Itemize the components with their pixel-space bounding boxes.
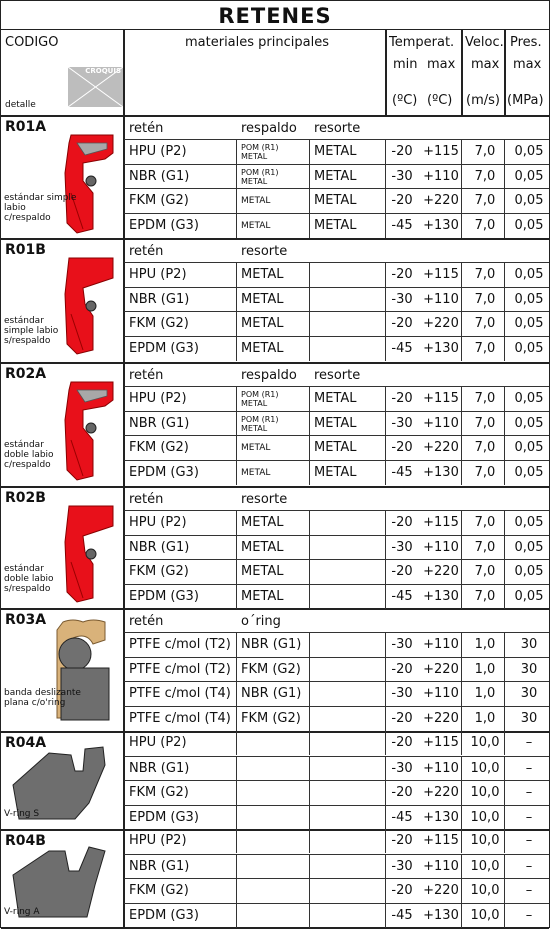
- column-subheader: resorte: [314, 121, 361, 136]
- temp-min-cell: -45: [391, 340, 413, 356]
- temp-max-cell: +115: [423, 144, 459, 159]
- seal-code: R04A: [5, 735, 47, 751]
- secondary-material-cell: METAL: [241, 267, 284, 282]
- seal-block-r01b: [1, 238, 549, 364]
- secondary-material-cell: FKM (G2): [241, 661, 301, 677]
- temp-max-cell: +130: [423, 809, 459, 825]
- velocity-cell: 7,0: [474, 340, 496, 356]
- velocity-cell: 1,0: [474, 710, 496, 726]
- spring-cell: METAL: [314, 440, 357, 455]
- temp-max-cell: +220: [423, 710, 459, 726]
- header-pres: Pres.: [510, 35, 542, 50]
- velocity-cell: 7,0: [474, 267, 496, 282]
- material-cell: HPU (P2): [129, 267, 187, 282]
- temp-max-cell: +115: [423, 833, 459, 848]
- velocity-cell: 10,0: [470, 907, 500, 923]
- secondary-material-cell: METAL: [241, 316, 284, 331]
- table-row: [124, 756, 549, 781]
- temp-min-cell: -30: [391, 539, 413, 555]
- material-cell: PTFE c/mol (T2): [129, 637, 231, 652]
- material-cell: FKM (G2): [129, 564, 189, 579]
- seal-description: [4, 316, 58, 346]
- velocity-cell: 1,0: [474, 686, 496, 701]
- pressure-cell: 0,05: [514, 391, 544, 406]
- material-cell: PTFE c/mol (T4): [129, 710, 231, 726]
- material-cell: NBR (G1): [129, 760, 190, 776]
- header-max: max: [427, 57, 456, 72]
- secondary-material-cell: NBR (G1): [241, 637, 302, 652]
- column-subheader: respaldo: [241, 121, 297, 136]
- pressure-cell: –: [525, 907, 533, 923]
- header-min-unit: (ºC): [392, 93, 418, 108]
- temp-min-cell: -20: [391, 785, 413, 800]
- seal-block-r02a: [1, 362, 549, 488]
- velocity-cell: 10,0: [470, 809, 500, 825]
- pressure-cell: 0,05: [514, 267, 544, 282]
- temp-min-cell: -20: [391, 735, 413, 750]
- seal-description-line: simple labio: [4, 326, 59, 336]
- spring-cell: METAL: [314, 193, 357, 208]
- temp-min-cell: -20: [391, 144, 413, 159]
- temp-max-cell: +220: [423, 883, 459, 898]
- material-cell: EPDM (G3): [129, 217, 199, 233]
- table-row: [124, 780, 549, 805]
- pressure-cell: 0,05: [514, 415, 544, 431]
- material-cell: EPDM (G3): [129, 340, 199, 356]
- secondary-material-cell: METAL: [241, 539, 284, 555]
- seal-description-line: c/respaldo: [4, 460, 51, 470]
- seal-description-line: s/respaldo: [4, 584, 51, 594]
- velocity-cell: 1,0: [474, 661, 496, 677]
- pressure-cell: –: [525, 833, 533, 848]
- temp-min-cell: -30: [391, 637, 413, 652]
- table-row: [124, 657, 549, 682]
- header-veloc-unit: (m/s): [466, 93, 500, 108]
- material-cell: EPDM (G3): [129, 464, 199, 480]
- secondary-material-cell: METAL: [241, 467, 271, 478]
- table-row: [124, 878, 549, 903]
- seal-description-line: plana c/o'ring: [4, 698, 66, 708]
- temp-max-cell: +110: [423, 760, 459, 776]
- material-cell: FKM (G2): [129, 193, 189, 208]
- column-subheader: retén: [129, 244, 164, 259]
- table-row: [124, 731, 549, 755]
- temp-min-cell: -30: [391, 415, 413, 431]
- temp-max-cell: +110: [423, 637, 459, 652]
- seal-profile-drawing: [63, 133, 119, 241]
- header-materiales: materiales principales: [185, 35, 329, 50]
- table-row: [124, 386, 549, 411]
- table-row: [124, 805, 549, 830]
- pressure-cell: 0,05: [514, 168, 544, 184]
- material-cell: HPU (P2): [129, 391, 187, 406]
- seal-profile-drawing: [53, 618, 119, 726]
- header-veloc: Veloc.: [465, 35, 504, 50]
- material-cell: EPDM (G3): [129, 907, 199, 923]
- table-row: [124, 559, 549, 584]
- secondary-material-cell: METAL: [241, 291, 284, 307]
- velocity-cell: 7,0: [474, 588, 496, 604]
- pressure-cell: 0,05: [514, 440, 544, 455]
- velocity-cell: 7,0: [474, 415, 496, 431]
- secondary-material-cell: METAL: [241, 340, 284, 356]
- seal-code: R03A: [5, 612, 47, 628]
- spring-cell: METAL: [314, 168, 357, 184]
- column-subheader: retén: [129, 368, 164, 383]
- secondary-material-cell: METAL: [241, 588, 284, 604]
- spring-cell: METAL: [314, 415, 357, 431]
- header-detalle: detalle: [5, 100, 36, 110]
- temp-min-cell: -20: [391, 316, 413, 331]
- temp-max-cell: +115: [423, 515, 459, 530]
- pressure-cell: –: [525, 760, 533, 776]
- pressure-cell: 30: [520, 661, 538, 677]
- temp-max-cell: +220: [423, 564, 459, 579]
- temp-min-cell: -20: [391, 267, 413, 282]
- material-cell: FKM (G2): [129, 316, 189, 331]
- column-subheader: resorte: [241, 244, 288, 259]
- temp-min-cell: -20: [391, 515, 413, 530]
- temp-min-cell: -20: [391, 564, 413, 579]
- velocity-cell: 7,0: [474, 316, 496, 331]
- velocity-cell: 10,0: [470, 883, 500, 898]
- pressure-cell: 0,05: [514, 144, 544, 159]
- velocity-cell: 7,0: [474, 515, 496, 530]
- pressure-cell: –: [525, 858, 533, 874]
- table-row: [124, 336, 549, 361]
- secondary-material-cell: METAL: [241, 564, 284, 579]
- table-row: [124, 164, 549, 189]
- temp-min-cell: -45: [391, 217, 413, 233]
- table-row: [124, 854, 549, 879]
- table-row: [124, 188, 549, 213]
- temp-min-cell: -20: [391, 440, 413, 455]
- seal-code: R02B: [5, 490, 46, 506]
- material-cell: NBR (G1): [129, 858, 190, 874]
- table-row: [124, 213, 549, 238]
- seal-description-line: banda deslizante: [4, 688, 81, 698]
- material-cell: NBR (G1): [129, 291, 190, 307]
- header-min: min: [393, 57, 418, 72]
- pressure-cell: 0,05: [514, 515, 544, 530]
- material-cell: NBR (G1): [129, 168, 190, 184]
- temp-max-cell: +110: [423, 415, 459, 431]
- column-subheader: retén: [129, 614, 164, 629]
- pressure-cell: 0,05: [514, 464, 544, 480]
- temp-max-cell: +115: [423, 735, 459, 750]
- material-cell: PTFE c/mol (T4): [129, 686, 231, 701]
- velocity-cell: 7,0: [474, 193, 496, 208]
- temp-max-cell: +110: [423, 539, 459, 555]
- seal-description: [4, 193, 76, 223]
- pressure-cell: –: [525, 735, 533, 750]
- table-row: [124, 262, 549, 287]
- temp-min-cell: -20: [391, 710, 413, 726]
- material-cell: HPU (P2): [129, 515, 187, 530]
- table-header: [1, 29, 549, 117]
- material-cell: NBR (G1): [129, 539, 190, 555]
- velocity-cell: 7,0: [474, 440, 496, 455]
- velocity-cell: 7,0: [474, 539, 496, 555]
- material-cell: FKM (G2): [129, 883, 189, 898]
- secondary-material-cell: METAL: [241, 515, 284, 530]
- temp-min-cell: -45: [391, 907, 413, 923]
- material-cell: HPU (P2): [129, 833, 187, 848]
- temp-min-cell: -20: [391, 883, 413, 898]
- temp-max-cell: +220: [423, 193, 459, 208]
- table-row: [124, 681, 549, 706]
- pressure-cell: 0,05: [514, 340, 544, 356]
- temp-min-cell: -20: [391, 661, 413, 677]
- column-subheader: resorte: [241, 492, 288, 507]
- seal-code: R02A: [5, 366, 47, 382]
- pressure-cell: 0,05: [514, 588, 544, 604]
- temp-max-cell: +220: [423, 785, 459, 800]
- seal-description: [4, 809, 39, 819]
- seal-description: [4, 440, 54, 470]
- temp-min-cell: -30: [391, 686, 413, 701]
- seal-block-r03a: [1, 608, 549, 733]
- secondary-material-cell: POM (R1) METAL: [241, 167, 279, 186]
- seal-block-r04a: [1, 731, 549, 831]
- header-veloc-max: max: [471, 57, 500, 72]
- seal-code: R01B: [5, 242, 46, 258]
- secondary-material-cell: POM (R1) METAL: [241, 414, 279, 433]
- seal-block-r02b: [1, 486, 549, 610]
- table-row: [124, 510, 549, 535]
- pressure-cell: 30: [520, 686, 538, 701]
- pressure-cell: 0,05: [514, 291, 544, 307]
- table-row: [124, 411, 549, 436]
- velocity-cell: 7,0: [474, 391, 496, 406]
- temp-max-cell: +220: [423, 316, 459, 331]
- seal-block-r04b: [1, 829, 549, 929]
- table-row: [124, 139, 549, 164]
- temp-max-cell: +110: [423, 858, 459, 874]
- column-subheader: retén: [129, 492, 164, 507]
- pressure-cell: 0,05: [514, 316, 544, 331]
- seal-description-line: labio: [4, 203, 26, 213]
- temp-max-cell: +130: [423, 588, 459, 604]
- temp-max-cell: +115: [423, 391, 459, 406]
- velocity-cell: 10,0: [470, 760, 500, 776]
- material-cell: FKM (G2): [129, 785, 189, 800]
- table-row: [124, 435, 549, 460]
- table-row: [124, 535, 549, 560]
- temp-min-cell: -45: [391, 464, 413, 480]
- secondary-material-cell: METAL: [241, 220, 271, 231]
- secondary-material-cell: POM (R1) METAL: [241, 390, 279, 408]
- velocity-cell: 7,0: [474, 144, 496, 159]
- temp-min-cell: -45: [391, 809, 413, 825]
- temp-min-cell: -20: [391, 193, 413, 208]
- temp-min-cell: -20: [391, 391, 413, 406]
- secondary-material-cell: FKM (G2): [241, 710, 301, 726]
- temp-max-cell: +130: [423, 217, 459, 233]
- pressure-cell: –: [525, 809, 533, 825]
- velocity-cell: 7,0: [474, 464, 496, 480]
- velocity-cell: 7,0: [474, 291, 496, 307]
- seal-code: R01A: [5, 119, 47, 135]
- seal-profile-drawing: [63, 502, 119, 610]
- pressure-cell: 0,05: [514, 539, 544, 555]
- pressure-cell: 30: [520, 710, 538, 726]
- seal-block-r01a: [1, 115, 549, 240]
- velocity-cell: 7,0: [474, 564, 496, 579]
- seal-description-line: c/respaldo: [4, 213, 51, 223]
- column-subheader: retén: [129, 121, 164, 136]
- croquis-placeholder: [68, 67, 123, 107]
- column-subheader: resorte: [314, 368, 361, 383]
- seal-description-line: doble labio: [4, 574, 54, 584]
- header-pres-unit: (MPa): [507, 93, 544, 108]
- secondary-material-cell: POM (R1) METAL: [241, 143, 279, 161]
- page-title: RETENES: [1, 1, 549, 30]
- temp-min-cell: -30: [391, 168, 413, 184]
- seal-description-line: doble labio: [4, 450, 54, 460]
- spring-cell: METAL: [314, 144, 357, 159]
- material-cell: HPU (P2): [129, 144, 187, 159]
- temp-max-cell: +130: [423, 907, 459, 923]
- velocity-cell: 1,0: [474, 637, 496, 652]
- secondary-material-cell: NBR (G1): [241, 686, 302, 701]
- velocity-cell: 10,0: [470, 833, 500, 848]
- velocity-cell: 7,0: [474, 168, 496, 184]
- secondary-material-cell: METAL: [241, 196, 271, 206]
- temp-max-cell: +220: [423, 661, 459, 677]
- seal-profile-drawing: [63, 380, 119, 488]
- table-row: [124, 460, 549, 485]
- table-row: [124, 632, 549, 657]
- seal-code: R04B: [5, 833, 46, 849]
- table-row: [124, 311, 549, 336]
- material-cell: PTFE c/mol (T2): [129, 661, 231, 677]
- secondary-material-cell: METAL: [241, 443, 271, 453]
- seal-description-line: estándar simple: [4, 193, 77, 203]
- temp-max-cell: +110: [423, 168, 459, 184]
- seal-description-line: s/respaldo: [4, 336, 51, 346]
- spring-cell: METAL: [314, 217, 357, 233]
- temp-max-cell: +110: [423, 686, 459, 701]
- temp-max-cell: +110: [423, 291, 459, 307]
- seal-description-line: estándar: [4, 440, 44, 450]
- seal-description: [4, 688, 81, 708]
- seal-description-line: estándar: [4, 564, 44, 574]
- table-row: [124, 706, 549, 731]
- material-cell: EPDM (G3): [129, 809, 199, 825]
- temp-max-cell: +130: [423, 464, 459, 480]
- table-row: [124, 287, 549, 312]
- header-temperat: Temperat.: [389, 35, 455, 50]
- table-row: [124, 584, 549, 609]
- material-cell: FKM (G2): [129, 440, 189, 455]
- material-cell: EPDM (G3): [129, 588, 199, 604]
- pressure-cell: 0,05: [514, 193, 544, 208]
- seal-profile-drawing: [63, 254, 119, 362]
- velocity-cell: 10,0: [470, 735, 500, 750]
- velocity-cell: 7,0: [474, 217, 496, 233]
- temp-max-cell: +130: [423, 340, 459, 356]
- seal-description-line: estándar: [4, 316, 44, 326]
- material-cell: HPU (P2): [129, 735, 187, 750]
- header-codigo: CODIGO: [5, 35, 59, 50]
- material-cell: NBR (G1): [129, 415, 190, 431]
- pressure-cell: 30: [520, 637, 538, 652]
- spring-cell: METAL: [314, 464, 357, 480]
- pressure-cell: –: [525, 883, 533, 898]
- table-row: [124, 903, 549, 928]
- pressure-cell: 0,05: [514, 564, 544, 579]
- spring-cell: METAL: [314, 391, 357, 406]
- seal-description: [4, 564, 54, 594]
- seal-description-line: V-ring S: [4, 809, 40, 819]
- temp-min-cell: -30: [391, 291, 413, 307]
- velocity-cell: 10,0: [470, 785, 500, 800]
- velocity-cell: 10,0: [470, 858, 500, 874]
- header-max-unit: (ºC): [427, 93, 453, 108]
- column-subheader: o´ring: [241, 614, 281, 629]
- temp-max-cell: +220: [423, 440, 459, 455]
- croquis-label: CROQUIS: [85, 67, 121, 75]
- seal-description-line: V-ring A: [4, 907, 40, 917]
- pressure-cell: 0,05: [514, 217, 544, 233]
- table-row: [124, 829, 549, 853]
- temp-min-cell: -20: [391, 833, 413, 848]
- temp-max-cell: +115: [423, 267, 459, 282]
- header-pres-max: max: [513, 57, 542, 72]
- temp-min-cell: -45: [391, 588, 413, 604]
- seal-description: [4, 907, 40, 917]
- temp-min-cell: -30: [391, 760, 413, 776]
- temp-min-cell: -30: [391, 858, 413, 874]
- pressure-cell: –: [525, 785, 533, 800]
- column-subheader: respaldo: [241, 368, 297, 383]
